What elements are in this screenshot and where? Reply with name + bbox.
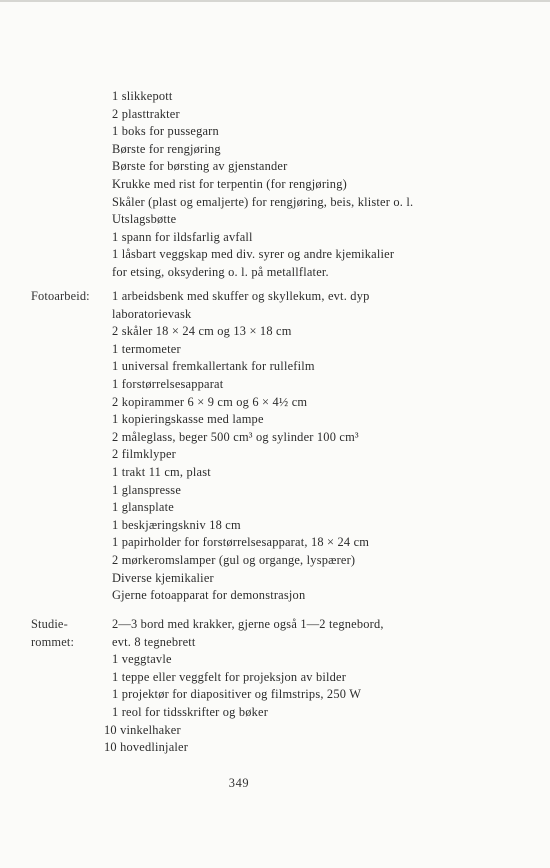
list-line: 1 kopieringskasse med lampe (112, 412, 264, 427)
section-heading-fotoarbeid: Fotoarbeid: (31, 289, 90, 303)
list-line: 1 glanspresse (112, 482, 182, 497)
list-line: 2 måleglass, beger 500 cm³ og sylinder 100 cm³ (112, 429, 359, 444)
list-line: 2 filmklyper (112, 447, 176, 462)
list-line: laboratorievask (112, 306, 192, 321)
list-line: 2 mørkeromslamper (gul og organge, lyspærer) (112, 552, 356, 567)
list-line: for etsing, oksydering o. l. på metallflater. (112, 264, 329, 279)
section-heading-studierommet: Studie- rommet: (31, 617, 75, 649)
list-line: Krukke med rist for terpentin (for rengjøring) (112, 176, 347, 191)
list-line: Børste for børsting av gjenstander (112, 159, 288, 174)
list-line: evt. 8 tegnebrett (112, 634, 196, 649)
list-line: 1 veggtavle (112, 652, 172, 667)
list-line: Diverse kjemikalier (112, 570, 214, 585)
list-line: Skåler (plast og emaljerte) for rengjøring, beis, klister o. l. (112, 194, 414, 209)
list-line: Børste for rengjøring (112, 141, 221, 156)
list-line: 1 forstørrelsesapparat (112, 376, 224, 391)
list-line: 1 boks for pussegarn (112, 124, 219, 139)
list-line: 1 papirholder for forstørrelsesapparat, 18 × 24 cm (112, 535, 370, 550)
page-number: 349 (228, 776, 250, 790)
item-list (104, 616, 522, 757)
list-line: 2 kopirammer 6 × 9 cm og 6 × 4½ cm (112, 394, 308, 409)
list-line: 10 vinkelhaker (104, 722, 181, 737)
item-list (112, 288, 522, 605)
list-line: 1 trakt 11 cm, plast (112, 464, 211, 479)
list-line: 1 arbeidsbenk med skuffer og skyllekum, evt. dyp (112, 289, 370, 303)
item-list (112, 88, 522, 282)
list-line: 1 termometer (112, 341, 181, 356)
list-line: 1 reol for tidsskrifter og bøker (112, 704, 269, 719)
list-line: 1 slikkepott (112, 89, 173, 103)
list-line: 10 hovedlinjaler (104, 740, 189, 755)
list-line: Utslagsbøtte (112, 212, 177, 227)
page-top-edge (0, 0, 550, 2)
list-line: 1 spann for ildsfarlig avfall (112, 229, 253, 244)
list-line: 2 plasttrakter (112, 106, 180, 121)
list-line: 2 skåler 18 × 24 cm og 13 × 18 cm (112, 324, 292, 339)
list-line: 1 glansplate (112, 500, 174, 515)
list-line: 1 projektør for diapositiver og filmstrips, 250 W (112, 687, 362, 702)
list-line: 1 universal fremkallertank for rullefilm (112, 359, 315, 374)
list-line: 2—3 bord med krakker, gjerne også 1—2 tegnebord, (112, 617, 384, 631)
list-line: 1 låsbart veggskap med div. syrer og andre kjemikalier (112, 247, 395, 262)
list-line: 1 beskjæringskniv 18 cm (112, 517, 241, 532)
list-line: 1 teppe eller veggfelt for projeksjon av bilder (112, 669, 347, 684)
list-line: Gjerne fotoapparat for demonstrasjon (112, 588, 306, 603)
